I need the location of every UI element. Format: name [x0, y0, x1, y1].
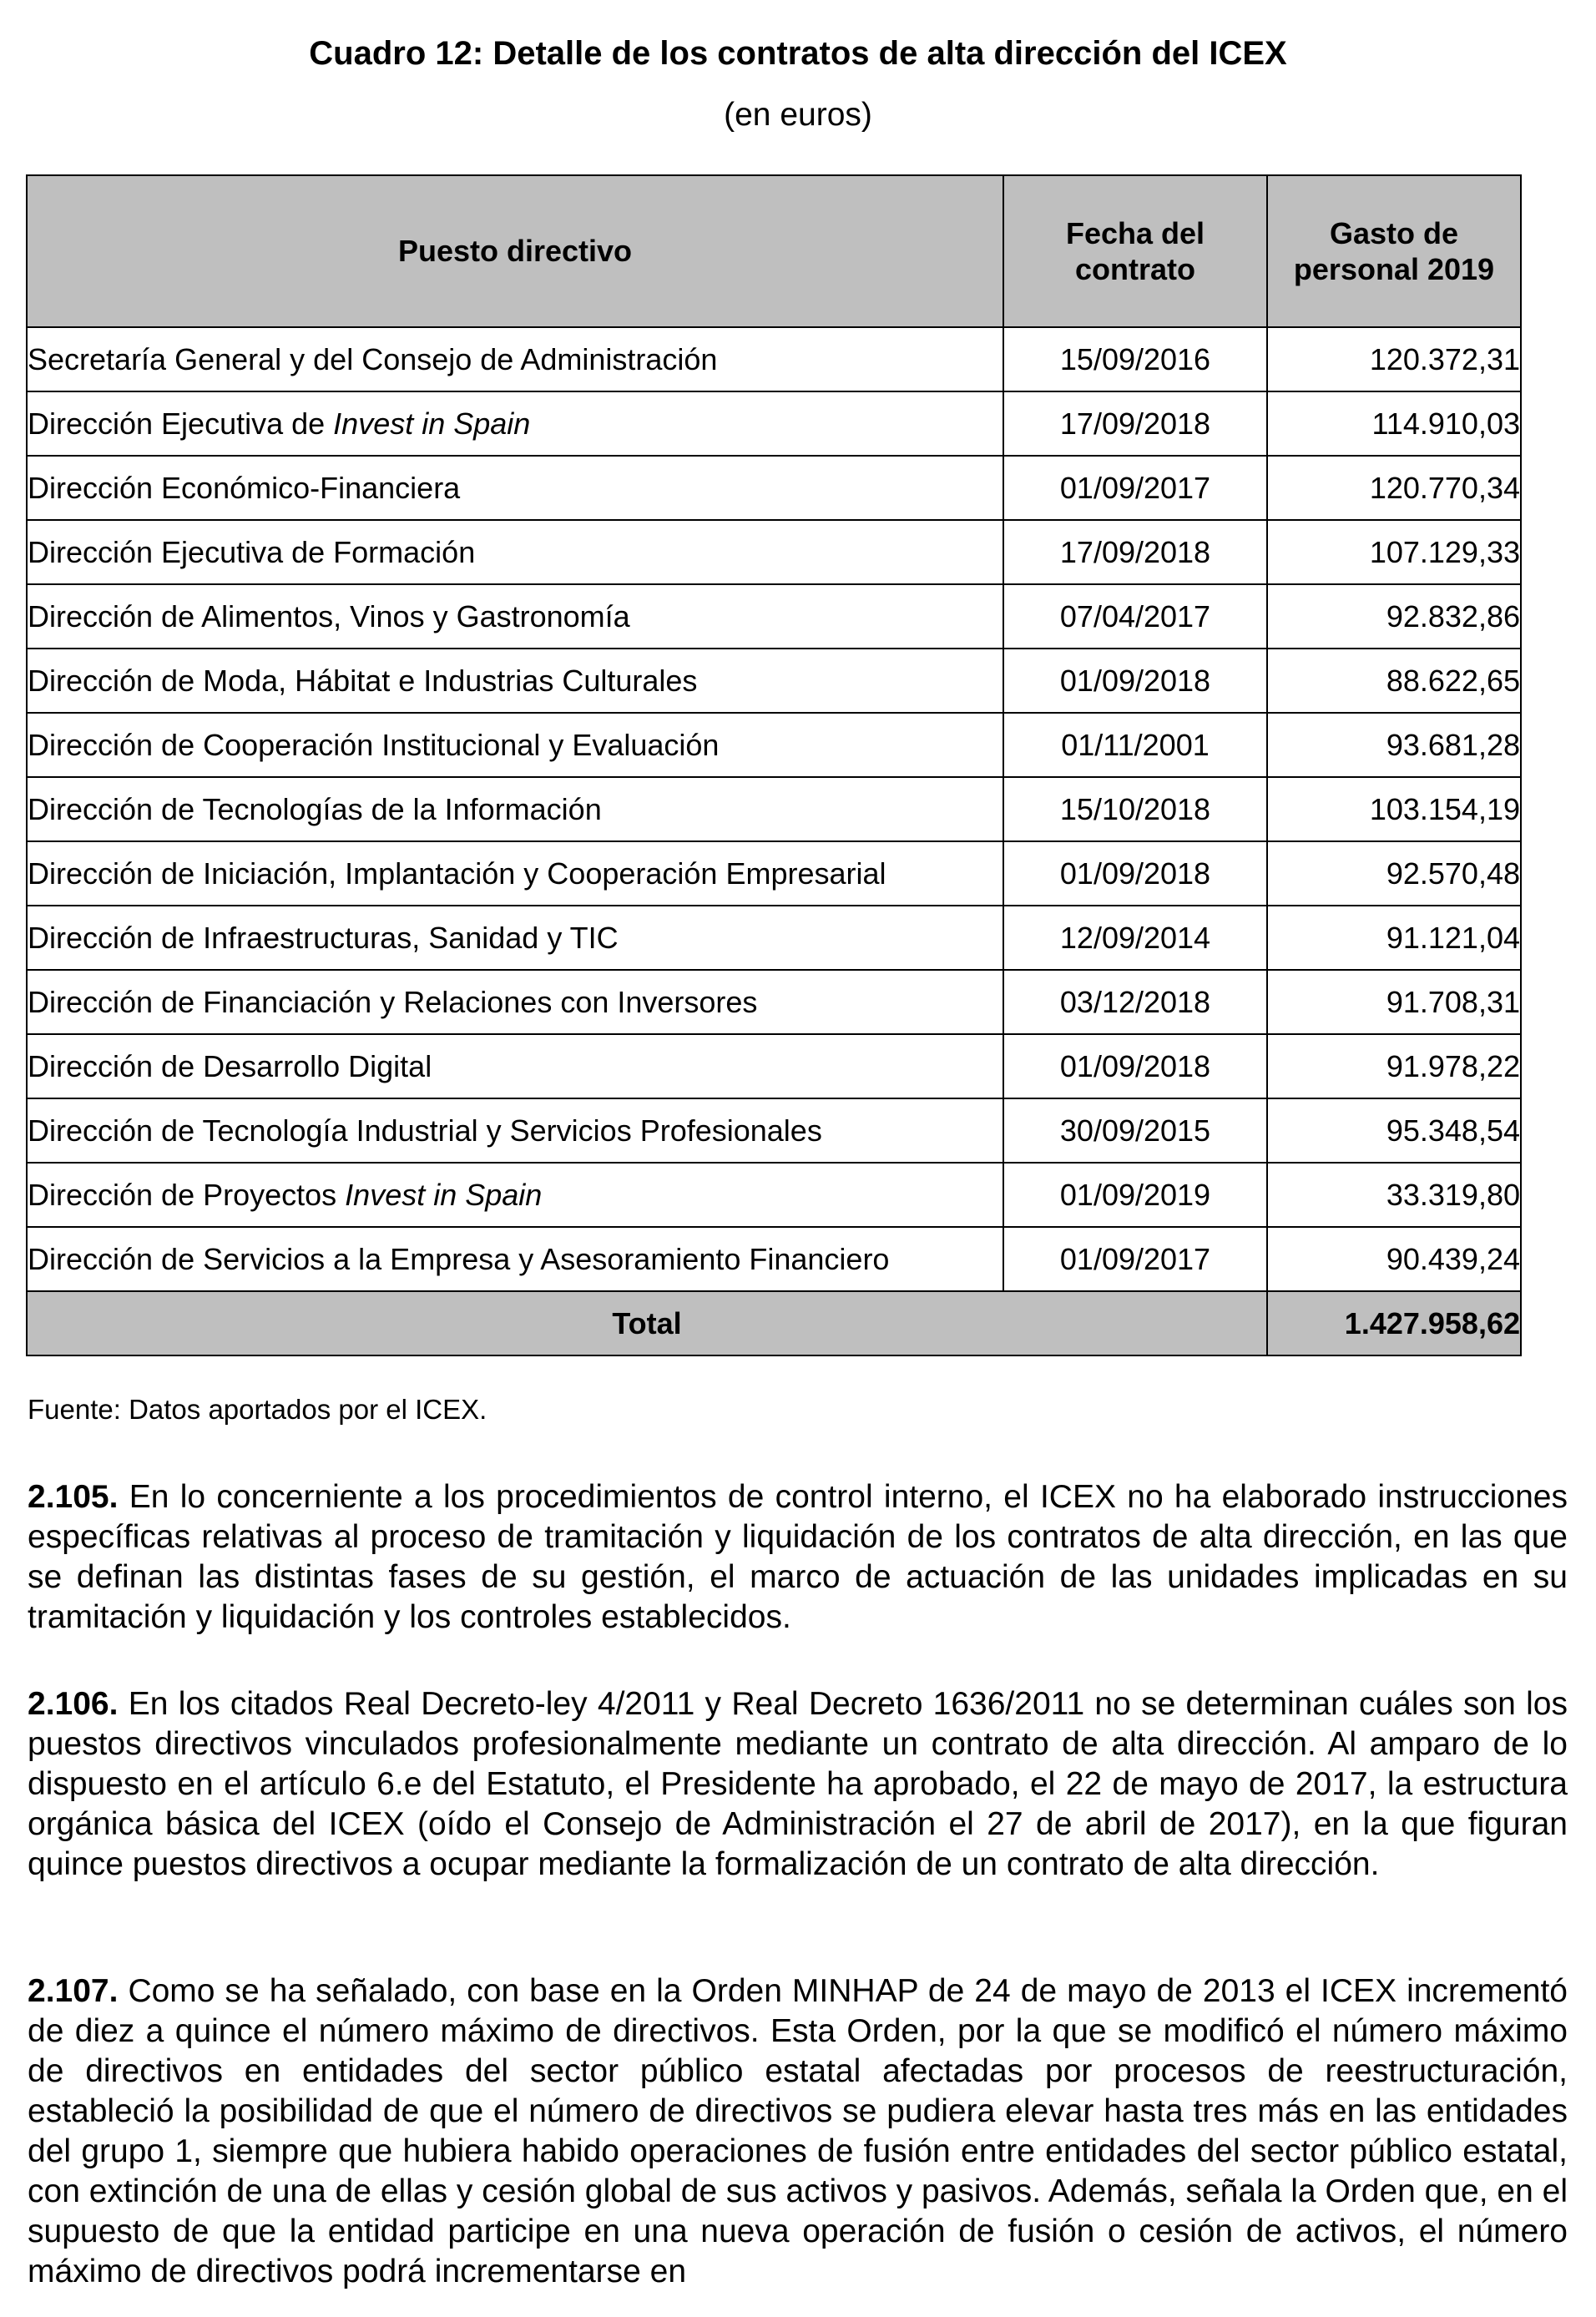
paragraph-text: Como se ha señalado, con base en la Orden MINHAP de 24 de mayo de 2013 el ICEX incrementó de diez a quince el número máximo de directivos. Esta Orden, por la que se modificó el número máximo de directivos en entidades del sector público estatal afectadas por procesos de reestructuración, estableció la posibilidad de que el número de directivos se pudiera elevar hasta tres más en las entidades del grupo 1, siempre que hubiera habido operaciones de fusión entre entidades del sector público estatal, con extinción de una de ellas y cesión global de sus activos y pasivos. Además, señala la Orden que, en el supuesto de que la entidad participe en una nueva operación de fusión o cesión de activos, el número máximo de directivos podrá incrementarse en — [28, 1973, 1568, 2289]
position-text: Dirección de Iniciación, Implantación y Cooperación Empresarial — [28, 856, 886, 891]
cell-date: 01/09/2018 — [1003, 1034, 1267, 1098]
position-text: Dirección de Cooperación Institucional y Evaluación — [28, 727, 720, 762]
cell-date: 01/09/2017 — [1003, 1227, 1267, 1291]
table-row — [27, 906, 1521, 970]
position-text: Dirección de Infraestructuras, Sanidad y TIC — [28, 920, 619, 955]
cell-amount: 114.910,03 — [1267, 391, 1521, 456]
contracts-table — [26, 174, 1522, 1356]
cell-position — [27, 970, 1003, 1034]
paragraph-text: En lo concerniente a los procedimientos de control interno, el ICEX no ha elaborado instrucciones específicas relativas al proceso de tramitación y liquidación de los contratos de alta dirección, en las que se definan las distintas fases de su gestión, el marco de actuación de las unidades implicadas en su tramitación y liquidación y los controles establecidos. — [28, 1479, 1568, 1635]
cell-position — [27, 391, 1003, 456]
cell-date: 07/04/2017 — [1003, 584, 1267, 649]
cell-amount: 120.770,34 — [1267, 456, 1521, 520]
table-row — [27, 327, 1521, 391]
position-text: Dirección de Tecnología Industrial y Servicios Profesionales — [28, 1113, 822, 1148]
table-row — [27, 841, 1521, 906]
table-row — [27, 970, 1521, 1034]
cell-amount: 93.681,28 — [1267, 713, 1521, 777]
cell-position — [27, 649, 1003, 713]
cell-date: 17/09/2018 — [1003, 520, 1267, 584]
cell-date: 12/09/2014 — [1003, 906, 1267, 970]
cell-amount: 103.154,19 — [1267, 777, 1521, 841]
cell-amount: 120.372,31 — [1267, 327, 1521, 391]
header-date — [1003, 175, 1267, 327]
paragraph-text: En los citados Real Decreto-ley 4/2011 y Real Decreto 1636/2011 no se determinan cuáles son los puestos directivos vinculados profesionalmente mediante un contrato de alta dirección. Al amparo de lo dispuesto en el artículo 6.e del Estatuto, el Presidente ha aprobado, el 22 de mayo de 2017, la estructura orgánica básica del ICEX (oído el Consejo de Administración el 27 de abril de 2017), en la que figuran quince puestos directivos a ocupar mediante la formalización de un contrato de alta dirección. — [28, 1686, 1568, 1882]
position-text: Dirección Ejecutiva de Formación — [28, 534, 476, 569]
position-text: Dirección de Desarrollo Digital — [28, 1048, 432, 1083]
cell-position — [27, 713, 1003, 777]
table-row — [27, 1227, 1521, 1291]
paragraph-2-106 — [28, 1684, 1568, 1885]
position-text: Dirección de Tecnologías de la Información — [28, 791, 602, 826]
position-text: Dirección de Moda, Hábitat e Industrias Culturales — [28, 663, 698, 698]
cell-position — [27, 520, 1003, 584]
table-subtitle: (en euros) — [724, 97, 872, 133]
total-value: 1.427.958,62 — [1267, 1291, 1521, 1355]
position-text: Dirección Ejecutiva de — [28, 406, 334, 441]
cell-amount: 91.978,22 — [1267, 1034, 1521, 1098]
cell-date: 15/09/2016 — [1003, 327, 1267, 391]
cell-position — [27, 1034, 1003, 1098]
cell-position — [27, 906, 1003, 970]
header-position: Puesto directivo — [27, 175, 1003, 327]
table-row — [27, 1034, 1521, 1098]
total-label: Total — [27, 1291, 1267, 1355]
cell-amount: 95.348,54 — [1267, 1098, 1521, 1163]
cell-position — [27, 777, 1003, 841]
header-expense — [1267, 175, 1521, 327]
cell-amount: 91.708,31 — [1267, 970, 1521, 1034]
cell-date: 17/09/2018 — [1003, 391, 1267, 456]
position-text-italic: Invest in Spain — [333, 406, 531, 441]
cell-position — [27, 1227, 1003, 1291]
table-row — [27, 456, 1521, 520]
position-text: Dirección de Servicios a la Empresa y Asesoramiento Financiero — [28, 1241, 890, 1276]
cell-position — [27, 841, 1003, 906]
table-row — [27, 777, 1521, 841]
cell-date: 15/10/2018 — [1003, 777, 1267, 841]
position-text: Secretaría General y del Consejo de Administración — [28, 341, 718, 376]
cell-position — [27, 327, 1003, 391]
cell-amount: 92.832,86 — [1267, 584, 1521, 649]
paragraph-2-107 — [28, 1971, 1568, 2292]
paragraph-2-105 — [28, 1477, 1568, 1638]
cell-position — [27, 456, 1003, 520]
header-date-text: Fecha del contrato — [1065, 215, 1205, 286]
table-row — [27, 584, 1521, 649]
paragraph-number: 2.105. — [28, 1479, 119, 1515]
table-row — [27, 520, 1521, 584]
position-text: Dirección de Proyectos — [28, 1177, 346, 1212]
table-header-row — [27, 175, 1521, 327]
table-title: Cuadro 12: Detalle de los contratos de alta dirección del ICEX — [309, 35, 1287, 72]
cell-date: 30/09/2015 — [1003, 1098, 1267, 1163]
cell-date: 01/09/2017 — [1003, 456, 1267, 520]
table-source-note: Fuente: Datos aportados por el ICEX. — [28, 1394, 487, 1425]
position-text-italic: Invest in Spain — [345, 1177, 543, 1212]
position-text: Dirección de Alimentos, Vinos y Gastronomía — [28, 598, 630, 634]
cell-amount: 91.121,04 — [1267, 906, 1521, 970]
table-row — [27, 1098, 1521, 1163]
cell-position — [27, 1098, 1003, 1163]
cell-date: 01/09/2018 — [1003, 649, 1267, 713]
position-text: Dirección de Financiación y Relaciones con Inversores — [28, 984, 758, 1019]
table-row — [27, 391, 1521, 456]
cell-date: 01/11/2001 — [1003, 713, 1267, 777]
cell-amount: 90.439,24 — [1267, 1227, 1521, 1291]
table-row — [27, 1163, 1521, 1227]
table-row — [27, 649, 1521, 713]
table-total-row — [27, 1291, 1521, 1355]
cell-date: 01/09/2018 — [1003, 841, 1267, 906]
position-text: Dirección Económico-Financiera — [28, 470, 461, 505]
cell-amount: 92.570,48 — [1267, 841, 1521, 906]
paragraph-number: 2.106. — [28, 1686, 119, 1722]
header-expense-text: Gasto de personal 2019 — [1293, 215, 1495, 286]
cell-amount: 33.319,80 — [1267, 1163, 1521, 1227]
cell-date: 01/09/2019 — [1003, 1163, 1267, 1227]
table-row — [27, 713, 1521, 777]
cell-amount: 88.622,65 — [1267, 649, 1521, 713]
cell-amount: 107.129,33 — [1267, 520, 1521, 584]
cell-position — [27, 584, 1003, 649]
paragraph-number: 2.107. — [28, 1973, 119, 2009]
cell-position — [27, 1163, 1003, 1227]
cell-date: 03/12/2018 — [1003, 970, 1267, 1034]
